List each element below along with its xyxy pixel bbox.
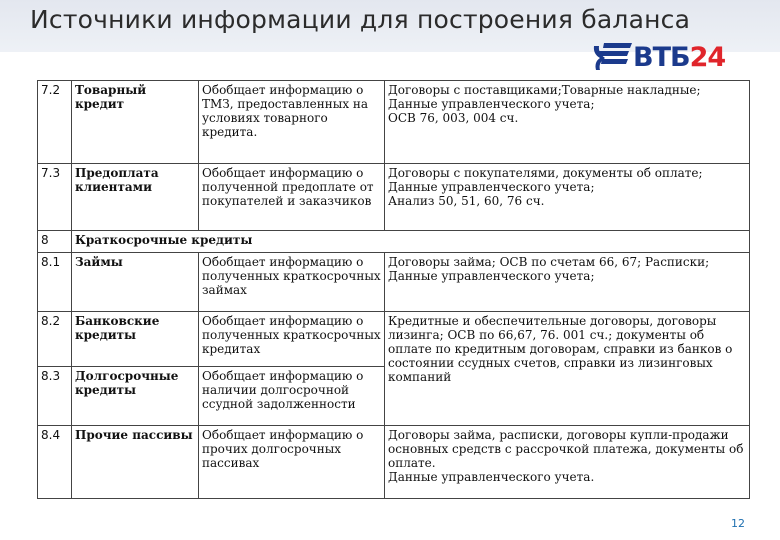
row-name: Предоплата клиентами <box>72 164 199 231</box>
table-row <box>38 312 750 367</box>
table-row <box>38 426 750 499</box>
row-number: 7.2 <box>38 81 72 164</box>
row-description: Обобщает информацию о прочих долгосрочных пассивах <box>199 426 385 499</box>
row-number: 7.3 <box>38 164 72 231</box>
row-number: 8.4 <box>38 426 72 499</box>
row-source: Договоры займа, расписки, договоры купли-продажи основных средств с рассрочкой платежа, документы об оплате. Данные управленческого учета. <box>385 426 750 499</box>
balance-sources-table <box>37 80 750 499</box>
row-description: Обобщает информацию о наличии долгосрочной ссудной задолженности <box>199 367 385 426</box>
vtb24-logo <box>592 40 760 80</box>
row-source: Договоры займа; ОСВ по счетам 66, 67; Расписки; Данные управленческого учета; <box>385 253 750 312</box>
row-name: Банковские кредиты <box>72 312 199 367</box>
row-number: 8.3 <box>38 367 72 426</box>
page-number: 12 <box>731 517 745 530</box>
table-row <box>38 164 750 231</box>
row-description: Обобщает информацию о полученной предоплате от покупателей и заказчиков <box>199 164 385 231</box>
row-source: Кредитные и обеспечительные договоры, договоры лизинга; ОСВ по 66,67, 76. 001 сч.; документы об оплате по кредитным договорам, справки из банков о состоянии ссудных счетов, справки из лизинговых компаний <box>385 312 750 426</box>
row-name: Прочие пассивы <box>72 426 199 499</box>
section-title: Краткосрочные кредиты <box>72 231 750 253</box>
row-description: Обобщает информацию о полученных краткосрочных займах <box>199 253 385 312</box>
row-name: Товарный кредит <box>72 81 199 164</box>
table-row <box>38 253 750 312</box>
row-source: Договоры с поставщиками;Товарные накладные; Данные управленческого учета; ОСВ 76, 003, 004 сч. <box>385 81 750 164</box>
row-name: Долгосрочные кредиты <box>72 367 199 426</box>
row-number: 8.1 <box>38 253 72 312</box>
logo-wordmark: ВТБ24 <box>633 42 726 73</box>
row-description: Обобщает информацию о ТМЗ, предоставленных на условиях товарного кредита. <box>199 81 385 164</box>
row-number: 8 <box>38 231 72 253</box>
row-number: 8.2 <box>38 312 72 367</box>
page-title: Источники информации для построения баланса <box>30 5 691 34</box>
vtb-flag-icon <box>592 40 636 76</box>
row-name: Займы <box>72 253 199 312</box>
table-row <box>38 81 750 164</box>
row-description: Обобщает информацию о полученных краткосрочных кредитах <box>199 312 385 367</box>
table-section-row <box>38 231 750 253</box>
row-source: Договоры с покупателями, документы об оплате; Данные управленческого учета; Анализ 50, 51, 60, 76 сч. <box>385 164 750 231</box>
